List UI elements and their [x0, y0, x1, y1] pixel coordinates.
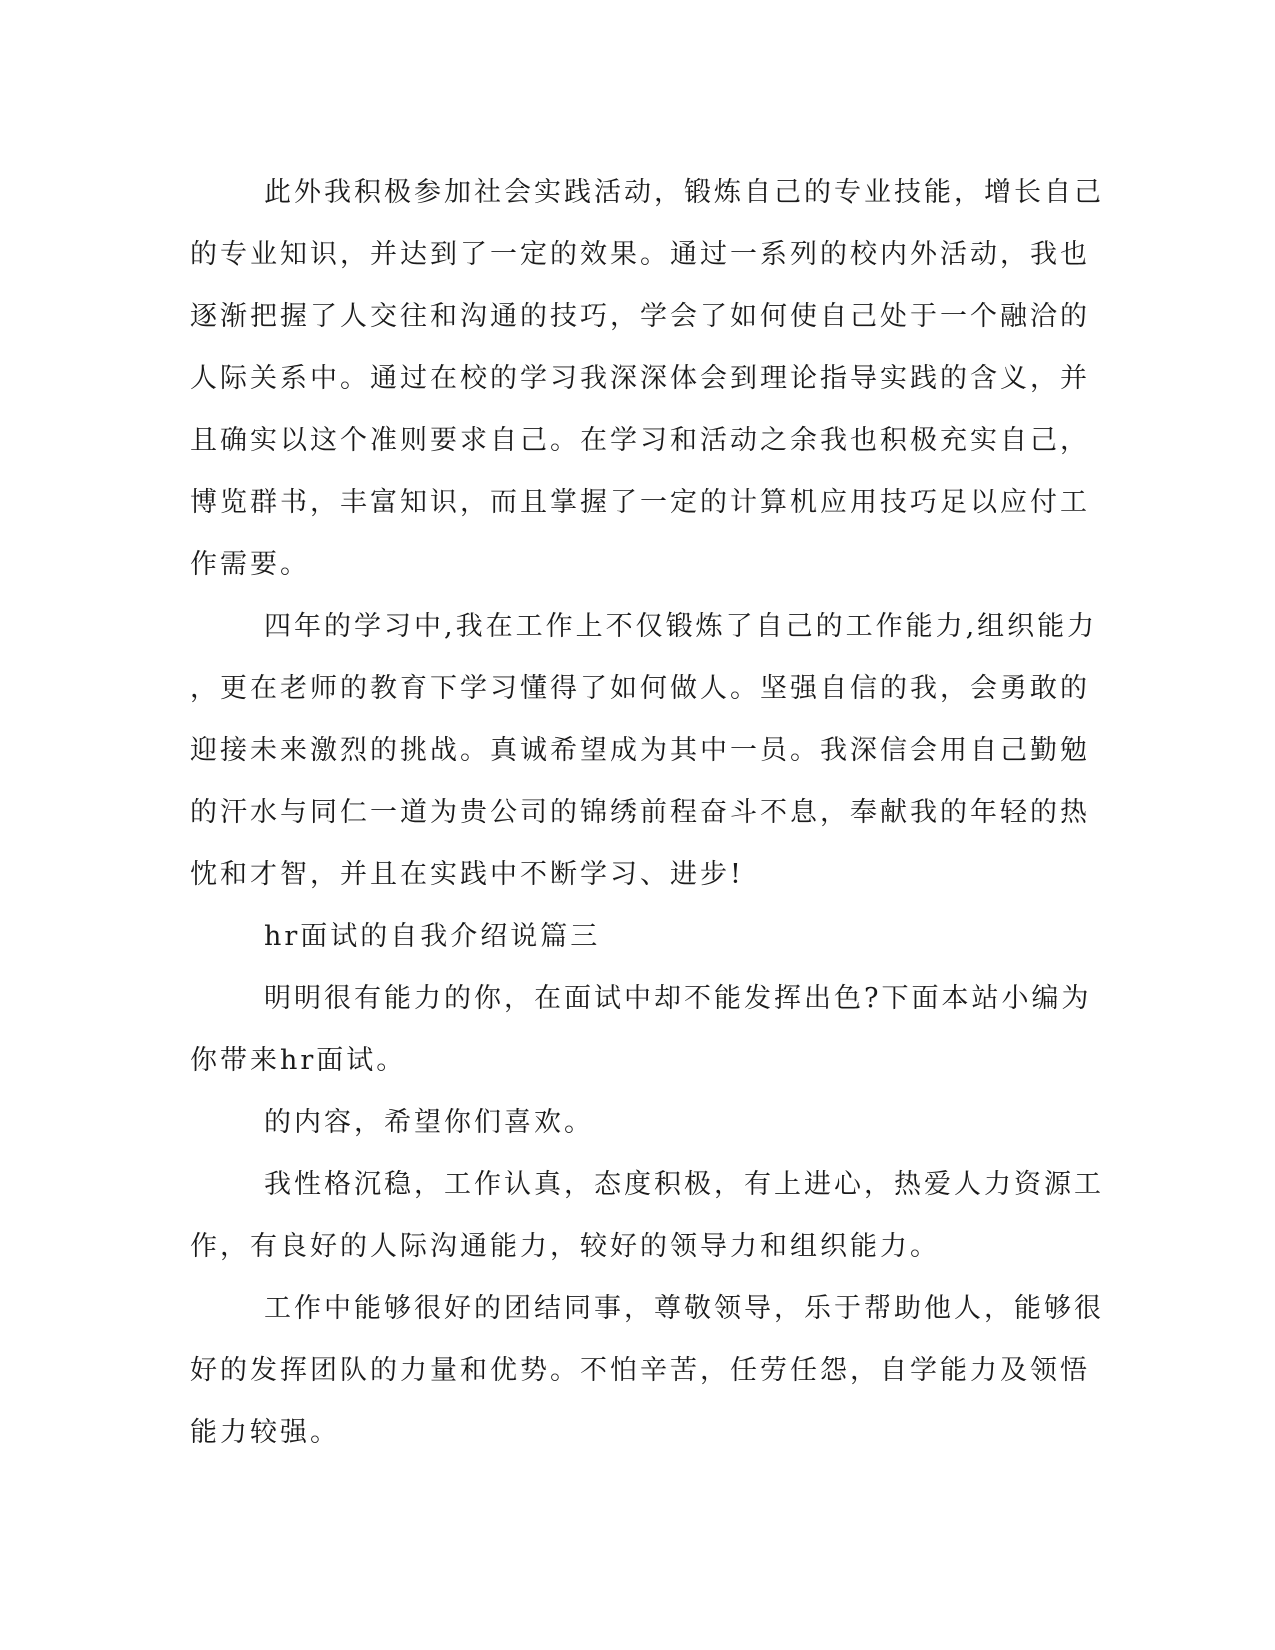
- text-line: 能力较强。: [190, 1417, 340, 1448]
- text-line: 作需要。: [190, 549, 310, 580]
- text-line: 明明很有能力的你，在面试中却不能发挥出色?下面本站小编为: [264, 983, 1092, 1014]
- section-heading: [190, 906, 1090, 968]
- text-line: 四年的学习中,我在工作上不仅锻炼了自己的工作能力,组织能力: [264, 611, 1098, 642]
- text-line: 逐渐把握了人交往和沟通的技巧，学会了如何使自己处于一个融洽的: [190, 301, 1090, 332]
- text-line: 的内容，希望你们喜欢。: [264, 1107, 594, 1138]
- text-line: 迎接未来激烈的挑战。真诚希望成为其中一员。我深信会用自己勤勉: [190, 735, 1090, 766]
- paragraph: [190, 1092, 1090, 1154]
- text-line: 工作中能够很好的团结同事，尊敬领导，乐于帮助他人，能够很: [264, 1293, 1104, 1324]
- paragraph: [190, 162, 1104, 596]
- paragraph: [190, 968, 1090, 1092]
- text-line: 博览群书，丰富知识，而且掌握了一定的计算机应用技巧足以应付工: [190, 487, 1090, 518]
- text-line: 此外我积极参加社会实践活动，锻炼自己的专业技能，增长自己: [264, 177, 1104, 208]
- text-line: 人际关系中。通过在校的学习我深深体会到理论指导实践的含义，并: [190, 363, 1090, 394]
- text-line: 且确实以这个准则要求自己。在学习和活动之余我也积极充实自己，: [190, 425, 1090, 456]
- text-line: ，更在老师的教育下学习懂得了如何做人。坚强自信的我，会勇敢的: [190, 673, 1090, 704]
- text-line: 忱和才智，并且在实践中不断学习、进步!: [190, 859, 744, 890]
- text-line: 的汗水与同仁一道为贵公司的锦绣前程奋斗不息，奉献我的年轻的热: [190, 797, 1090, 828]
- text-line: 作，有良好的人际沟通能力，较好的领导力和组织能力。: [190, 1231, 940, 1262]
- text-line: 好的发挥团队的力量和优势。不怕辛苦，任劳任怨，自学能力及领悟: [190, 1355, 1090, 1386]
- document-body: [190, 162, 1104, 1464]
- text-line: hr面试的自我介绍说篇三: [264, 921, 601, 952]
- text-line: 的专业知识，并达到了一定的效果。通过一系列的校内外活动，我也: [190, 239, 1090, 270]
- paragraph: [190, 1154, 1104, 1278]
- text-line: 我性格沉稳，工作认真，态度积极，有上进心，热爱人力资源工: [264, 1169, 1104, 1200]
- paragraph: [190, 1278, 1104, 1464]
- paragraph: [190, 596, 1098, 906]
- text-line: 你带来hr面试。: [190, 1045, 407, 1076]
